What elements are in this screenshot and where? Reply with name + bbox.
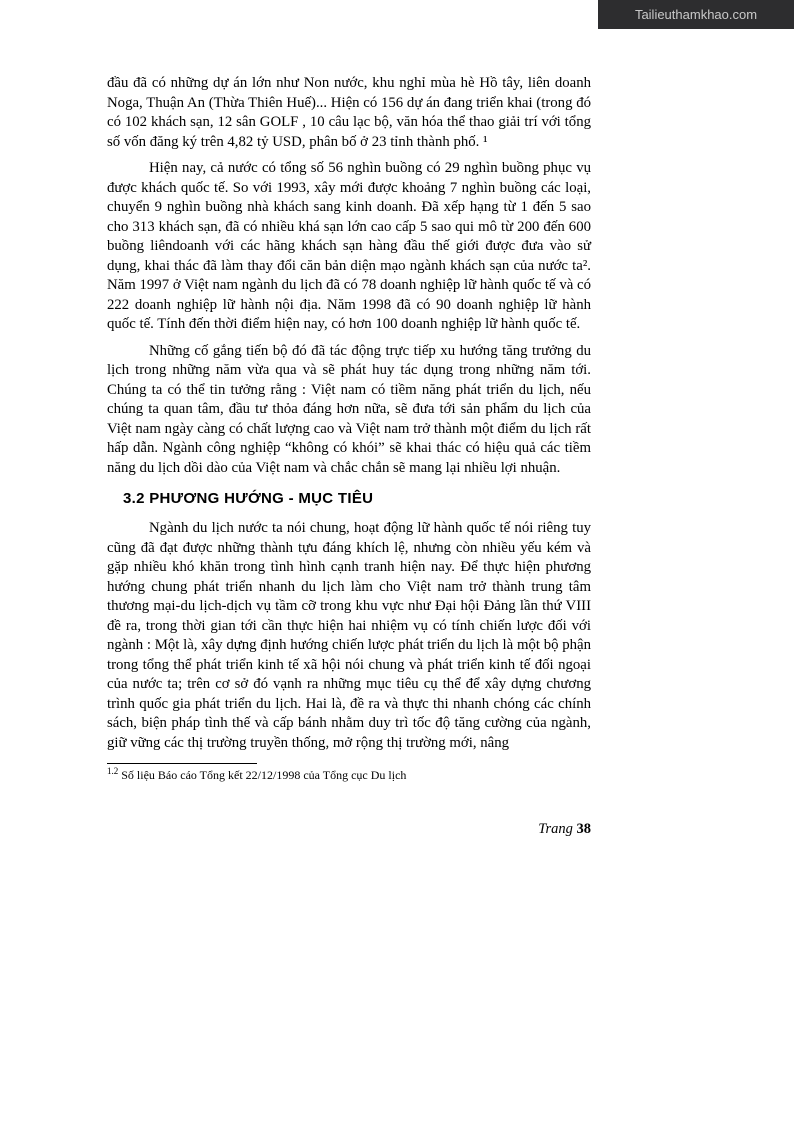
watermark-banner — [598, 0, 794, 29]
paragraph-1: đầu đã có những dự án lớn như Non nước, khu nghỉ mùa hè Hồ tây, liên doanh Noga, Thuận An (Thừa Thiên Huế)... Hiện có 156 dự án đang triển khai (trong đó có 102 khách sạn, 12 sân GOLF , 10 câu lạc bộ, văn hóa thể thao giải trí với tổng số vốn đăng ký trên 4,82 tỷ USD, phân bố ở 23 tỉnh thành phố. ¹ — [107, 75, 591, 150]
footnote — [107, 768, 591, 783]
paragraph-3: Những cố gắng tiến bộ đó đã tác động trực tiếp xu hướng tăng trưởng du lịch trong những năm vừa qua và sẽ phát huy tác dụng trong những năm tới. Chúng ta có thể tin tưởng rằng : Việt nam có tiềm năng phát triển du lịch, nếu chúng ta quan tâm, đầu tư thỏa đáng hơn nữa, sẽ đưa tới sản phẩm du lịch của Việt nam ngày càng có chất lượng cao và Việt nam trở thành một điểm du lịch rất hấp dẫn. Ngành công nghiệp “không có khói” sẽ khai thác có hiệu quả các tiềm năng du lịch dồi dào của Việt nam và chắc chắn sẽ mang lại nhiều lợi nhuận. — [107, 342, 591, 476]
footnote-marker: 1.2 — [107, 766, 119, 776]
footnote-text: Số liệu Báo cáo Tổng kết 22/12/1998 của Tổng cục Du lịch — [121, 768, 407, 782]
footnote-divider — [107, 763, 257, 764]
page-footer — [107, 821, 591, 838]
section-heading: 3.2 PHƯƠNG HƯỚNG - MỤC TIÊU — [123, 490, 374, 507]
page-content — [107, 74, 591, 838]
page-footer-label: Trang — [538, 821, 573, 837]
paragraph-4: Ngành du lịch nước ta nói chung, hoạt động lữ hành quốc tế nói riêng tuy cũng đã đạt được những thành tựu đáng khích lệ, nhưng còn nhiều yếu kém và gặp nhiều khó khăn trong tình hình cạnh tranh hiện nay. Để thực hiện phương hướng chung phát triển nhanh du lịch làm cho Việt nam trở thành trung tâm thương mại-du lịch-dịch vụ tầm cỡ trong khu vực như Đại hội Đảng lần thứ VIII đề ra, trong thời gian tới cần thực hiện hai nhiệm vụ có tính chiến lược đối với ngành : Một là, xây dựng định hướng chiến lược phát triển du lịch là một bộ phận trong tổng thể phát triển kinh tế xã hội nói chung và phát triển kinh tế đối ngoại của nước ta; trên cơ sở đó vạnh ra những mục tiêu cụ thể để xây dựng chương trình quốc gia phát triển du lịch. Hai là, đề ra và thực thi nhanh chóng các chính sách, biện pháp tình thế và cấp bánh nhằm duy trì tốc độ tăng cường của ngành, giữ vững các thị trường truyền thống, mở rộng thị trường mới, nâng — [107, 520, 591, 751]
page-number: 38 — [576, 821, 591, 837]
watermark-text: Tailieuthamkhao.com — [634, 7, 758, 22]
paragraph-2: Hiện nay, cả nước có tổng số 56 nghìn buồng có 29 nghìn buồng phục vụ được khách quốc tế. So với 1993, xây mới được khoảng 7 nghìn buồng các loại, chuyển 9 nghìn buồng nhà khách sang kinh doanh. Đã xếp hạng từ 1 đến 5 sao cho 313 khách sạn, đã có nhiều khá sạn lớn cao cấp 5 sao qui mô từ 200 đến 600 buồng liêndoanh với các hãng khách sạn hàng đầu thế giới được đưa vào sử dụng, khai thác đã làm thay đổi căn bản diện mạo ngành khách sạn của nước ta². Năm 1997 ở Việt nam ngành du lịch đã có 78 doanh nghiệp lữ hành quốc tế và có 222 doanh nghiệp lữ hành nội địa. Năm 1998 đã có 90 doanh nghiệp lữ hành quốc tế. Tính đến thời điểm hiện nay, có hơn 100 doanh nghiệp lữ hành quốc tế. — [107, 160, 591, 332]
